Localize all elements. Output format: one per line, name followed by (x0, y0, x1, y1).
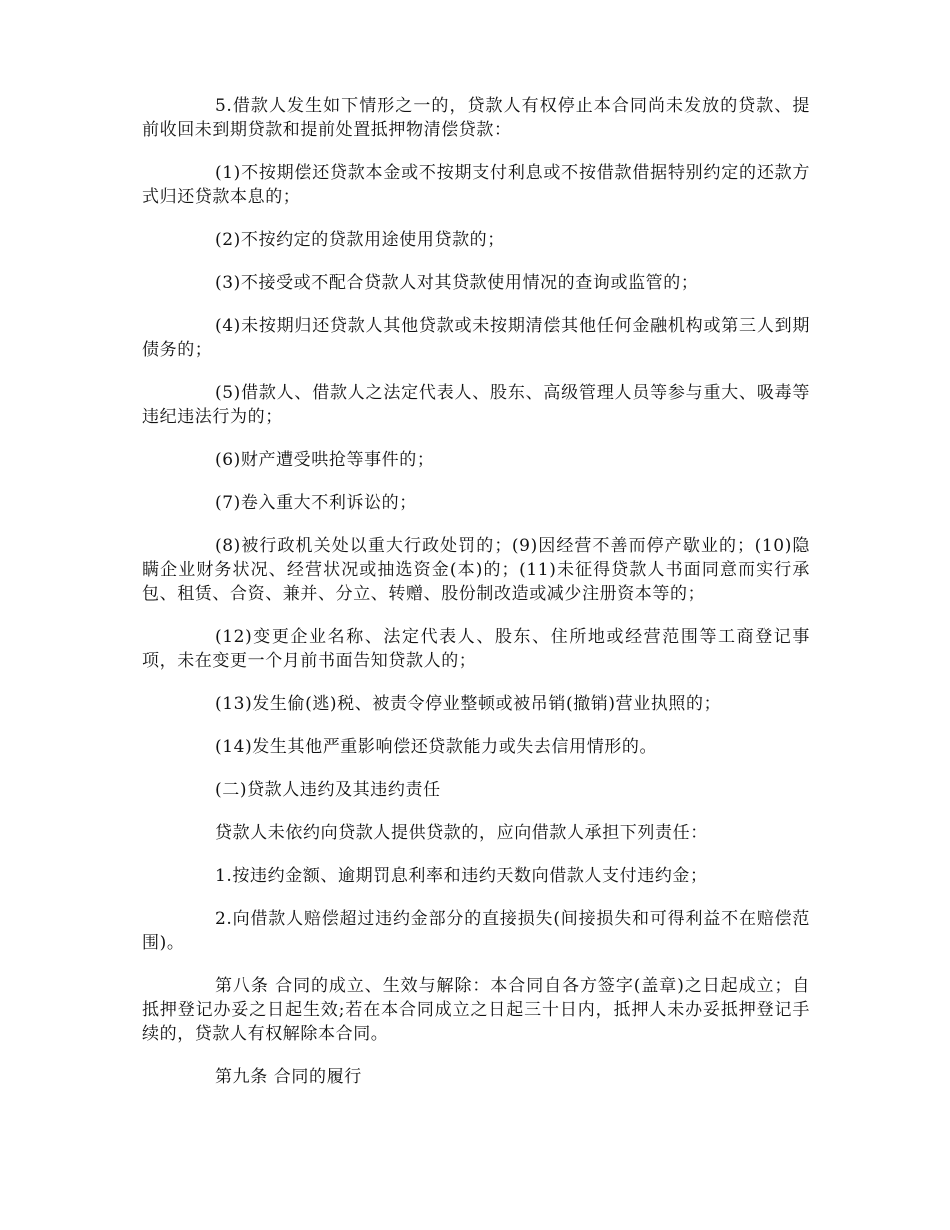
item-7-litigation: (7)卷入重大不利诉讼的； (215, 493, 417, 513)
item-3-refuse-supervision: (3)不接受或不配合贷款人对其贷款使用情况的查询或监管的； (215, 273, 699, 293)
item-5-illegal-conduct: (5)借款人、借款人之法定代表人、股东、高级管理人员等参与重大、吸毒等违纪违法行为的； (142, 383, 810, 427)
article-9-heading: 第九条 合同的履行 (215, 1067, 362, 1087)
item-1-repayment-default: (1)不按期偿还贷款本金或不按期支付利息或不按借款借据特别约定的还款方式归还贷款本息的； (142, 163, 810, 207)
item-12-registration-change: (12)变更企业名称、法定代表人、股东、住所地或经营范围等工商登记事项，未在变更一个月前书面告知贷款人的； (142, 627, 810, 671)
item-13-tax-evasion: (13)发生偷(逃)税、被责令停业整顿或被吊销(撤销)营业执照的； (215, 694, 722, 714)
item-14-credit-loss: (14)发生其他严重影响偿还贷款能力或失去信用情形的。 (215, 737, 658, 757)
lender-liability-item-2: 2.向借款人赔偿超过违约金部分的直接损失(间接损失和可得利益不在赔偿范围)。 (142, 909, 810, 953)
section-lender-default-heading: (二)贷款人违约及其违约责任 (215, 780, 441, 800)
lender-liability-intro: 贷款人未依约向贷款人提供贷款的，应向借款人承担下列责任： (215, 823, 708, 843)
item-2-misuse-of-loan: (2)不按约定的贷款用途使用贷款的； (215, 230, 505, 250)
item-6-property-looted: (6)财产遭受哄抢等事件的； (215, 450, 435, 470)
document-body (142, 94, 810, 1108)
items-8-11-administrative: (8)被行政机关处以重大行政处罚的；(9)因经营不善而停产歇业的；(10)隐瞒企业财务状况、经营状况或抽选资金(本)的；(11)未征得贷款人书面同意而实行承包、租赁、合资、兼并、分立、转赠、股份制改造或减少注册资本等的； (142, 536, 810, 604)
lender-liability-item-1: 1.按违约金额、逾期罚息利率和违约天数向借款人支付违约金； (215, 866, 708, 886)
article-8-formation: 第八条 合同的成立、生效与解除：本合同自各方签字(盖章)之日起成立；自抵押登记办妥之日起生效;若在本合同成立之日起三十日内，抵押人未办妥抵押登记手续的，贷款人有权解除本合同。 (142, 976, 810, 1044)
item-4-other-debt-default: (4)未按期归还贷款人其他贷款或未按期清偿其他任何金融机构或第三人到期债务的； (142, 316, 810, 360)
clause-5-intro: 5.借款人发生如下情形之一的，贷款人有权停止本合同尚未发放的贷款、提前收回未到期贷款和提前处置抵押物清偿贷款： (142, 96, 810, 140)
